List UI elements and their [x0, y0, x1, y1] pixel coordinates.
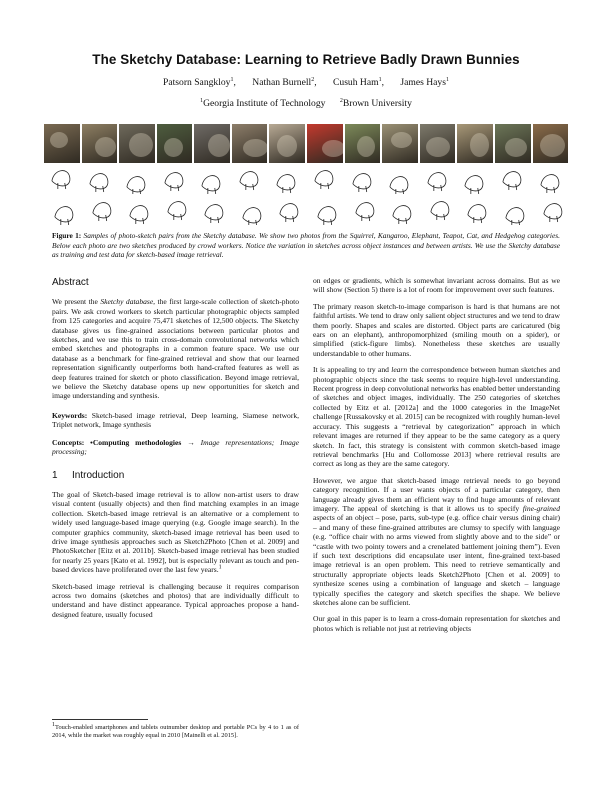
intro-paragraph: The goal of Sketch-based image retrieval is to allow non-artist users to draw visual content (usually objects) and then find matching examples in an image collection. Sketch-based image retrieval is an alternative or a complement to widely used language-based image querying (e.g. Google image search). In the computer graphics community, sketch-based image retrieval has been used to drive image synthesis approaches such as Sketch2Photo [Chen et al. 2009] and PhotoSketcher [Eitz et al. 2011b]. Sketch-based image retrieval has been studied for nearly 25 years [Kato et al. 1992], but is especially relevant as touch and pen-based devices have proliferated over the last few years.$^1$: [52, 489, 299, 575]
footnote: $^1$Touch-enabled smartphones and tablets outnumber desktop and portable PCs by 4 to 1 as of 2014, while the market was roughly equal in 2010 [Mainelli et al. 2015].: [52, 721, 299, 739]
intro-paragraph: Sketch-based image retrieval is challenging because it requires comparison across two domains (sketches and photos) that are individually difficult to understand and have distinct appearance. Typical approaches propose a hand-designed feature, usually focused: [52, 581, 299, 619]
sketch-stroke: [503, 172, 521, 190]
figure-photo: [232, 124, 268, 163]
figure-sketch: [495, 194, 531, 225]
abstract-text: We present the Sketchy database, the first large-scale collection of sketch-photo pairs. We ask crowd workers to sketch particular photographic objects sampled from 125 categories and acquire 75,471 sketches of 12,500 objects. The Sketchy database gives us fine-grained associations between particular photos and sketches, and we use this to train cross-domain convolutional networks which embed sketches and photographs in a common feature space. We use our database as a benchmark for fine-grained retrieval and show that our learned representation significantly outperforms both hand-crafted features as well as deep features trained for sketch or photo classification. Beyond image retrieval, we believe the Sketchy database opens up new opportunities for sketch and image understanding and synthesis.: [52, 297, 299, 401]
body-paragraph: The primary reason sketch-to-image comparison is hard is that humans are not faithful artists. We tend to draw only salient object structures and we tend to draw them poorly. Shapes and scales are distorted. Object parts are caricatured (big ears on an elephant), anthropomorphized (smiling mouth on a spider), or simplified (stick-figure limbs). Nonetheless these sketches are usually understandable to other humans.: [313, 301, 560, 358]
sketch-stroke: [506, 208, 524, 225]
figure-photo: [82, 124, 118, 163]
author: Patsorn Sangkloy$^1$,: [163, 76, 236, 88]
author: James Hays$^1$: [400, 76, 449, 88]
sketch-pair: [533, 163, 569, 226]
body-paragraph: However, we argue that sketch-based image retrieval needs to go beyond category recognition. If a user wants objects of a particular category, then language already gives them an efficient way to find huge amounts of relevant imagery. The appeal of sketching is that it allows us to specify fine-grained aspects of an object – pose, parts, sub-type (e.g. office chair versus dining chair) – and many of these fine-grained attributes are clumsy to specify with language (e.g. “office chair with no arms viewed from slightly above and to the side” or “castle with two pointy towers and a crenelated battlement joining them”). Even if such text descriptions did encapsulate user intent, fine-grained text-based image retrieval is an open problem. This need to retrieve semantically and structurally appropriate objects leads Sketch2Photo [Chen et al. 2009] to synthesize scenes using a combination of language and sketch – language typically specifies the category and sketch specifies the shape. We believe sketches alone can be sufficient.: [313, 475, 560, 607]
figure-sketch: [232, 163, 268, 194]
figure-sketch: [82, 194, 118, 225]
sketch-stroke: [89, 174, 107, 192]
sketch-stroke: [468, 205, 486, 223]
figure-photo: [307, 124, 343, 163]
figure-sketch: [269, 163, 305, 194]
photo-subject: [470, 133, 489, 157]
sketch-stroke: [355, 203, 373, 221]
ccs-concepts: Concepts: •Computing methodologies → Image representations; Image processing;: [52, 437, 300, 457]
figure-sketch: [157, 163, 193, 194]
figure-sketch: [307, 163, 343, 194]
figure-sketch: [194, 194, 230, 225]
left-column: [52, 278, 299, 626]
sketch-pair: [457, 163, 493, 226]
sketch-pair: [194, 163, 230, 226]
right-column: [313, 276, 560, 640]
photo-subject: [164, 138, 183, 157]
sketch-stroke: [431, 202, 449, 220]
figure-photo: [382, 124, 418, 163]
figure-sketch: [495, 163, 531, 194]
sketch-pair: [119, 163, 155, 226]
figure-sketch: [232, 194, 268, 225]
photo-subject: [95, 137, 116, 157]
sketch-stroke: [390, 177, 408, 194]
affiliation: $^2$Brown University: [339, 97, 412, 109]
body-paragraph: It is appealing to try and learn the correspondence between human sketches and photographic objects since the task seems to require high-level understanding. Recent progress in deep convolutional networks has enabled better understanding of sketches and object images, individually. The 250 categories of sketches collected by Eitz et al. [2012a] and the 1000 categories in the ImageNet challenge [Russakovsky et al. 2015] can be recognized with roughly human-level accuracy. This suggests a “retrieval by categorization” approach in which relevant images are returned if they appear to be the same category as a query sketch. In fact, this strategy is consistent with common sketch-based image retrieval benchmarks [Hu and Collomosse 2013] where retrieval results are correct as long as they are the same category.: [313, 365, 560, 469]
sketch-stroke: [202, 176, 220, 194]
photo-subject: [391, 132, 412, 148]
figure-sketch: [533, 194, 569, 225]
figure-sketch: [157, 194, 193, 225]
body-paragraph: on edges or gradients, which is somewhat invariant across domains. But as we will show (Section 5) there is a lot of room for improvement over such features.: [313, 276, 560, 295]
sketch-stroke: [277, 175, 295, 193]
sketch-stroke: [205, 205, 223, 223]
sketch-stroke: [540, 175, 558, 193]
sketch-pair: [495, 163, 531, 226]
author-list: [40, 77, 572, 88]
sketch-pair: [157, 163, 193, 226]
sketch-pair: [44, 163, 80, 226]
sketch-stroke: [543, 204, 561, 222]
figure-photo: [269, 124, 305, 163]
figure-sketch: [345, 163, 381, 194]
sketch-stroke: [240, 172, 258, 190]
author: Cusuh Ham$^1$,: [333, 76, 384, 88]
sketch-stroke: [353, 174, 371, 192]
figure-photo: [533, 124, 569, 163]
photo-subject: [277, 135, 297, 157]
sketch-pair: [232, 163, 268, 226]
photo-subject: [208, 134, 230, 157]
sketch-pair: [269, 163, 305, 226]
photo-subject: [243, 139, 268, 157]
photo-subject: [540, 134, 565, 157]
affiliations: [40, 98, 572, 109]
sketch-pair: [307, 163, 343, 226]
figure-sketch: [345, 194, 381, 225]
sketch-pair: [345, 163, 381, 226]
sketch-stroke: [465, 176, 483, 194]
sketch-stroke: [127, 177, 145, 194]
figure-photo: [194, 124, 230, 163]
figure-photo: [495, 124, 531, 163]
figure-photo: [345, 124, 381, 163]
photo-subject: [50, 132, 68, 148]
sketch-stroke: [393, 206, 411, 224]
figure-photo: [119, 124, 155, 163]
affiliation: $^1$Georgia Institute of Technology: [200, 97, 326, 109]
figure-sketch: [457, 194, 493, 225]
figure-sketch: [194, 163, 230, 194]
photo-subject: [357, 136, 375, 157]
figure-sketch: [382, 163, 418, 194]
sketch-stroke: [52, 171, 70, 189]
sketch-stroke: [428, 173, 446, 191]
sketch-stroke: [168, 202, 186, 220]
paper-title: The Sketchy Database: Learning to Retrieve Badly Drawn Bunnies: [92, 52, 520, 67]
figure-photo: [420, 124, 456, 163]
photo-subject: [322, 140, 343, 157]
photo-subject: [129, 133, 153, 157]
figure-sketch: [119, 163, 155, 194]
sketch-pair: [82, 163, 118, 226]
figure-sketch: [44, 194, 80, 225]
sketch-stroke: [130, 206, 148, 224]
sketch-stroke: [165, 173, 183, 191]
sketch-stroke: [243, 208, 261, 225]
figure-sketch: [533, 163, 569, 194]
sketch-stroke: [55, 207, 73, 225]
figure-sketch: [82, 163, 118, 194]
sketch-pair: [382, 163, 418, 226]
sketch-stroke: [280, 204, 298, 222]
photo-subject: [426, 137, 450, 157]
author: Nathan Burnell$^2$,: [252, 76, 317, 88]
figure-photo: [157, 124, 193, 163]
photo-subject: [505, 138, 527, 157]
figure-sketch: [44, 163, 80, 194]
figure-photo-strip: [44, 124, 568, 163]
introduction-heading: 1 Introduction: [52, 469, 125, 481]
sketch-stroke: [92, 203, 110, 221]
figure-photo: [457, 124, 493, 163]
figure-caption: Figure 1: Samples of photo-sketch pairs from the Sketchy database. We show two photos from the Squirrel, Kangaroo, Elephant, Teapot, Cat, and Hedgehog categories. Below each photo are two sketches produced by crowd workers. Notice the variation in sketches across object instances and between artists. We use the Sketchy database as training and test data for sketch-based image retrieval.: [52, 231, 560, 260]
figure-sketch: [269, 194, 305, 225]
sketch-stroke: [318, 207, 336, 225]
figure-sketch: [119, 194, 155, 225]
figure-sketch: [420, 163, 456, 194]
abstract-heading: Abstract: [52, 277, 89, 288]
body-paragraph: Our goal in this paper is to learn a cross-domain representation for sketches and photos which is reliable not just at retrieving objects: [313, 614, 560, 633]
figure-sketch: [457, 163, 493, 194]
figure-photo: [44, 124, 80, 163]
figure-sketch-strip: [44, 163, 568, 226]
figure-sketch: [382, 194, 418, 225]
figure-sketch: [420, 194, 456, 225]
footnote-rule: [52, 719, 148, 720]
sketch-pair: [420, 163, 456, 226]
sketch-stroke: [315, 171, 333, 189]
figure-sketch: [307, 194, 343, 225]
keywords: Keywords: Sketch-based image retrieval, Deep learning, Siamese network, Triplet network, Image synthesis: [52, 410, 300, 430]
